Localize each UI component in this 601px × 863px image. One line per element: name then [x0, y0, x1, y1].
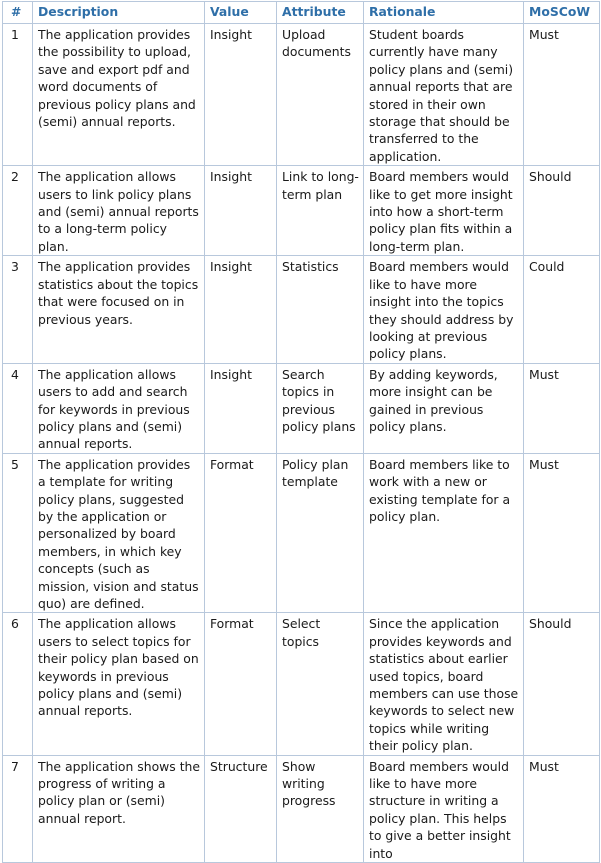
- row-num: 4: [3, 363, 33, 453]
- row-num: 1: [3, 24, 33, 166]
- row-description: The application allows users to select topics for their policy plan based on keywords in previous policy plans and (semi) annual reports.: [33, 613, 205, 755]
- row-num: 5: [3, 453, 33, 613]
- row-description: The application allows users to link policy plans and (semi) annual reports to a long-term policy plan.: [33, 166, 205, 256]
- row-value: Insight: [205, 24, 277, 166]
- row-value: Format: [205, 613, 277, 755]
- header-num: #: [3, 2, 33, 24]
- row-attribute: Upload documents: [277, 24, 364, 166]
- row-value: Structure: [205, 755, 277, 862]
- requirements-table: [2, 1, 600, 863]
- row-attribute: Statistics: [277, 256, 364, 363]
- table-row: [3, 256, 600, 363]
- header-moscow: MoSCoW: [524, 2, 600, 24]
- row-rationale: Board members would like to have more insight into the topics they should address by looking at previous policy plans.: [364, 256, 524, 363]
- row-rationale: Student boards currently have many policy plans and (semi) annual reports that are stored in their own storage that should be transferred to the application.: [364, 24, 524, 166]
- row-moscow: Must: [524, 453, 600, 613]
- row-num: 6: [3, 613, 33, 755]
- row-rationale: By adding keywords, more insight can be gained in previous policy plans.: [364, 363, 524, 453]
- row-value: Insight: [205, 256, 277, 363]
- table-row: [3, 166, 600, 256]
- row-attribute: Select topics: [277, 613, 364, 755]
- row-num: 3: [3, 256, 33, 363]
- row-attribute: Show writing progress: [277, 755, 364, 862]
- header-description: Description: [33, 2, 205, 24]
- row-moscow: Should: [524, 613, 600, 755]
- row-attribute: Link to long-term plan: [277, 166, 364, 256]
- row-value: Format: [205, 453, 277, 613]
- table-row: [3, 363, 600, 453]
- row-rationale: Since the application provides keywords and statistics about earlier used topics, board members can use those keywords to select new topics while writing their policy plan.: [364, 613, 524, 755]
- header-rationale: Rationale: [364, 2, 524, 24]
- row-attribute: Policy plan template: [277, 453, 364, 613]
- row-description: The application allows users to add and search for keywords in previous policy plans and (semi) annual reports.: [33, 363, 205, 453]
- row-num: 2: [3, 166, 33, 256]
- row-value: Insight: [205, 363, 277, 453]
- table-row: [3, 755, 600, 862]
- row-rationale: Board members would like to get more insight into how a short-term policy plan fits within a long-term plan.: [364, 166, 524, 256]
- row-description: The application provides statistics about the topics that were focused on in previous years.: [33, 256, 205, 363]
- row-attribute: Search topics in previous policy plans: [277, 363, 364, 453]
- table-row: [3, 453, 600, 613]
- row-rationale: Board members would like to have more structure in writing a policy plan. This helps to give a better insight into: [364, 755, 524, 862]
- row-value: Insight: [205, 166, 277, 256]
- table-row: [3, 24, 600, 166]
- row-description: The application provides a template for writing policy plans, suggested by the application or personalized by board members, in which key concepts (such as mission, vision and status quo) are defined.: [33, 453, 205, 613]
- header-value: Value: [205, 2, 277, 24]
- row-moscow: Should: [524, 166, 600, 256]
- row-moscow: Could: [524, 256, 600, 363]
- row-description: The application shows the progress of writing a policy plan or (semi) annual report.: [33, 755, 205, 862]
- header-row: [3, 2, 600, 24]
- row-rationale: Board members like to work with a new or existing template for a policy plan.: [364, 453, 524, 613]
- header-attribute: Attribute: [277, 2, 364, 24]
- row-num: 7: [3, 755, 33, 862]
- row-moscow: Must: [524, 755, 600, 862]
- row-moscow: Must: [524, 363, 600, 453]
- row-description: The application provides the possibility to upload, save and export pdf and word documents of previous policy plans and (semi) annual reports.: [33, 24, 205, 166]
- table-row: [3, 613, 600, 755]
- row-moscow: Must: [524, 24, 600, 166]
